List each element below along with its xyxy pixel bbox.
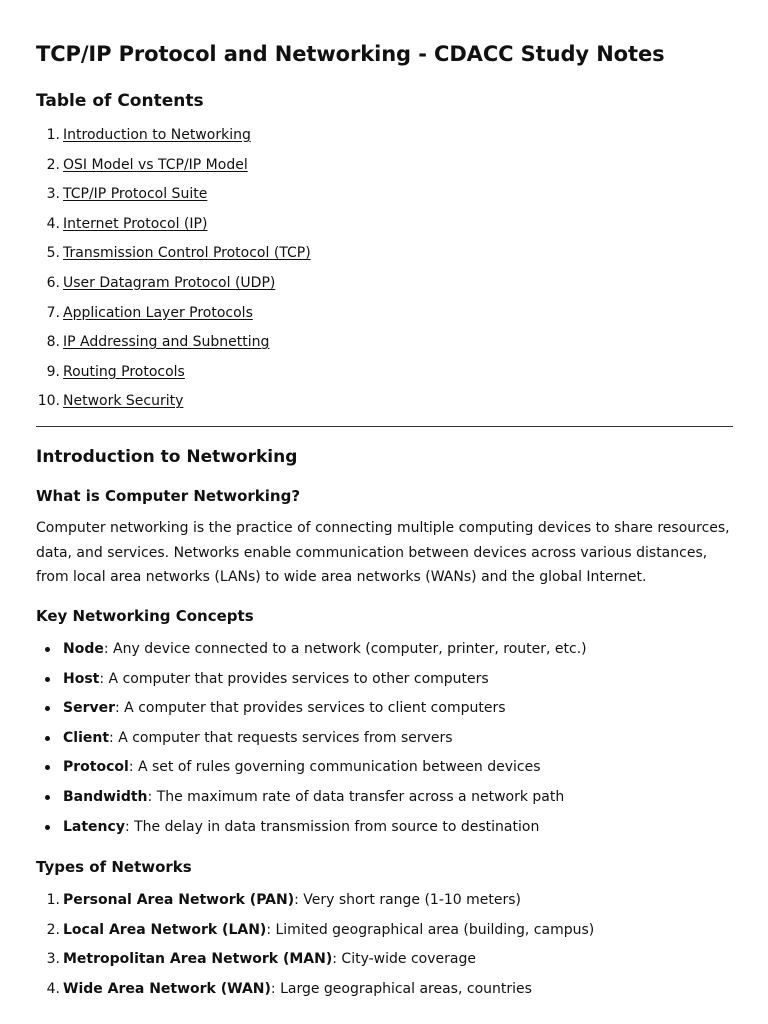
bullet-icon [45,677,50,682]
list-item-number: 4. [46,980,60,997]
bullet-icon [45,825,50,830]
list-item [36,890,594,920]
toc-item [36,362,311,392]
concept-desc: : Any device connected to a network (computer, printer, router, etc.) [103,641,587,657]
toc-link-tcp[interactable]: Transmission Control Protocol (TCP) [63,245,311,262]
concept-desc: : A computer that requests services from servers [109,729,453,746]
toc-item [36,391,311,421]
toc-list [36,125,311,421]
concept-desc: : A set of rules governing communication between devices [128,759,541,776]
concept-desc: : The delay in data transmission from source to destination [124,818,540,835]
page-title: TCP/IP Protocol and Networking - CDACC Study Notes [36,42,665,66]
toc-item [36,332,311,362]
list-item-number: 2. [46,921,60,938]
list-item [36,728,587,758]
toc-item [36,214,311,244]
list-item-number: 3. [46,951,60,968]
toc-link-introduction[interactable]: Introduction to Networking [63,127,251,143]
concept-term: Bandwidth [63,788,148,805]
toc-item-number: 5. [46,245,60,262]
list-item [36,639,587,669]
concept-desc: : The maximum rate of data transfer across a network path [147,788,565,805]
concepts-list [36,639,587,846]
list-item [36,698,587,728]
concept-desc: : A computer that provides services to client computers [115,700,506,717]
concept-term: Host [63,670,100,687]
toc-heading: Table of Contents [36,91,204,111]
section-heading-introduction: Introduction to Networking [36,447,298,467]
toc-item-number: 4. [46,215,60,232]
toc-link-network-security[interactable]: Network Security [63,393,184,410]
bullet-icon [45,765,50,770]
network-type-term: Metropolitan Area Network (MAN) [63,951,333,968]
toc-link-osi-vs-tcpip[interactable]: OSI Model vs TCP/IP Model [63,156,248,173]
list-item [36,757,587,787]
concept-term: Protocol [63,759,129,776]
toc-link-udp[interactable]: User Datagram Protocol (UDP) [63,274,276,291]
network-type-desc: : Large geographical areas, countries [270,980,532,997]
list-item [36,669,587,699]
list-item-number: 1. [46,892,60,908]
network-type-desc: : City-wide coverage [332,951,476,968]
concept-term: Latency [63,818,125,835]
network-type-term: Local Area Network (LAN) [63,921,267,938]
toc-link-application-layer[interactable]: Application Layer Protocols [63,304,253,321]
bullet-icon [45,706,50,711]
network-type-desc: : Limited geographical area (building, campus) [266,921,595,938]
bullet-icon [45,647,50,652]
bullet-icon [45,795,50,800]
concept-term: Client [63,729,110,746]
toc-item [36,303,311,333]
list-item [36,817,587,847]
toc-item-number: 3. [46,186,60,203]
toc-item [36,155,311,185]
toc-item-number: 2. [46,156,60,173]
network-type-term: Personal Area Network (PAN) [63,892,295,908]
toc-link-addressing-subnetting[interactable]: IP Addressing and Subnetting [63,334,270,351]
toc-item-number: 9. [46,363,60,380]
concept-term: Server [63,700,116,717]
network-type-desc: : Very short range (1-10 meters) [294,892,522,908]
network-types-list [36,890,594,1008]
toc-item-number: 1. [46,127,60,143]
subheading-what-is-networking: What is Computer Networking? [36,487,301,505]
toc-link-ip[interactable]: Internet Protocol (IP) [63,215,208,232]
intro-paragraph: Computer networking is the practice of connecting multiple computing devices to share resources, data, and services. Networks enable communication between devices across various distances, from local area networks (LANs) to wide area networks (WANs) and the global Internet. [36,520,730,586]
concept-desc: : A computer that provides services to other computers [99,670,489,687]
toc-item [36,125,311,155]
subheading-types-of-networks: Types of Networks [36,858,192,876]
bullet-icon [45,736,50,741]
toc-item [36,184,311,214]
network-type-term: Wide Area Network (WAN) [63,980,271,997]
toc-item-number: 7. [46,304,60,321]
section-divider [36,426,733,427]
list-item [36,949,594,979]
list-item [36,979,594,1009]
list-item [36,920,594,950]
list-item [36,787,587,817]
toc-item-number: 6. [46,274,60,291]
toc-item [36,243,311,273]
concept-term: Node [63,641,104,657]
toc-item-number: 10. [37,393,60,410]
toc-link-protocol-suite[interactable]: TCP/IP Protocol Suite [63,186,208,203]
toc-item [36,273,311,303]
toc-link-routing[interactable]: Routing Protocols [63,363,185,380]
subheading-key-concepts: Key Networking Concepts [36,607,254,625]
toc-item-number: 8. [46,334,60,351]
